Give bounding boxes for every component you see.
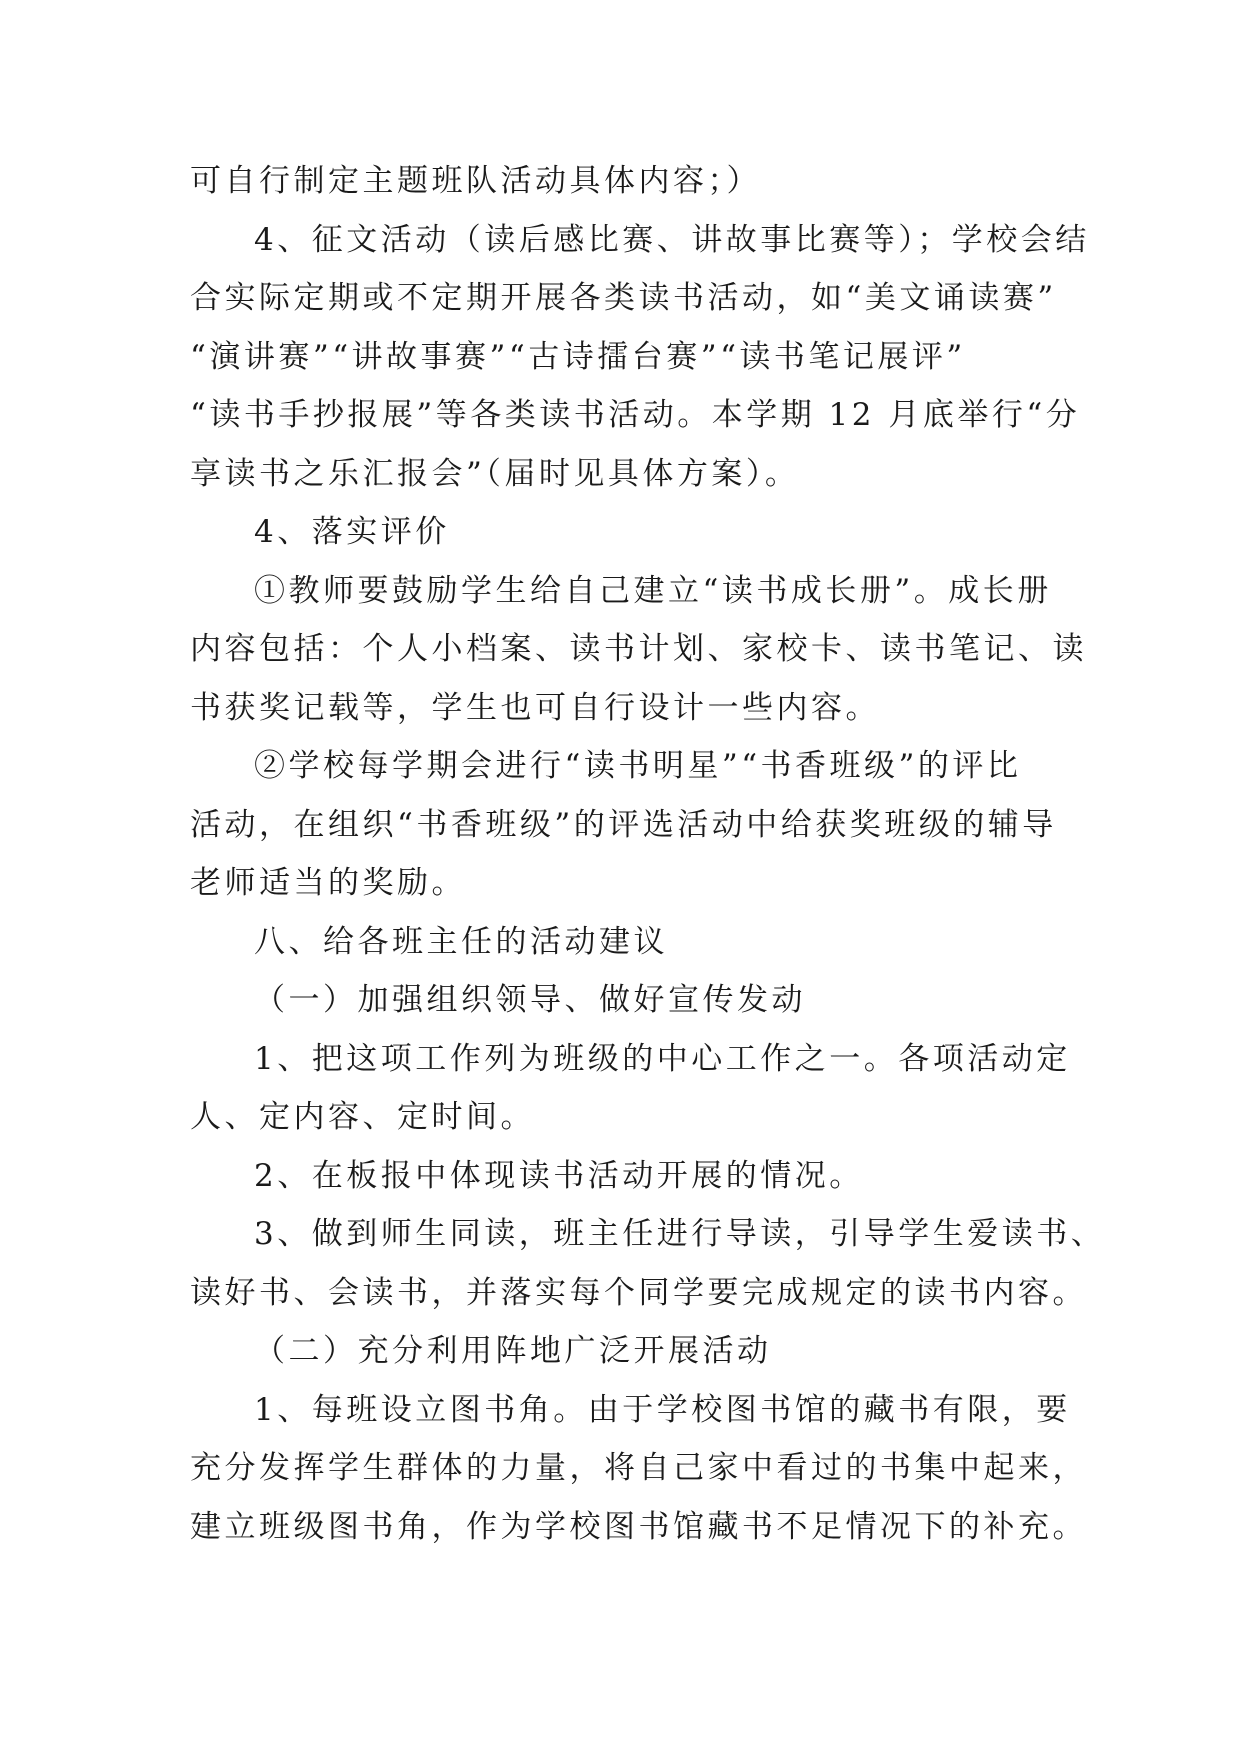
section-heading: 4、落实评价 [254, 514, 450, 550]
text-line: 享读书之乐汇报会”（届时见具体方案）。 [190, 455, 800, 492]
section-heading: 八、给各班主任的活动建议 [254, 923, 668, 960]
text-line: “演讲赛”“讲故事赛”“古诗擂台赛”“读书笔记展评” [190, 338, 966, 375]
text-line: 书获奖记载等，学生也可自行设计一些内容。 [190, 689, 880, 726]
text-line: 充分发挥学生群体的力量，将自己家中看过的书集中起来， [190, 1450, 1087, 1486]
text-line: 可自行制定主题班队活动具体内容；） [190, 163, 761, 199]
text-line: “读书手抄报展”等各类读书活动。本学期 12 月底举行“分 [190, 397, 1081, 433]
text-line: ①教师要鼓励学生给自己建立“读书成长册”。成长册 [254, 572, 1052, 609]
text-line: 2、在板报中体现读书活动开展的情况。 [254, 1157, 864, 1194]
text-line: 老师适当的奖励。 [190, 865, 466, 901]
text-line: 1、每班设立图书角。由于学校图书馆的藏书有限，要 [254, 1391, 1071, 1428]
text-line: 合实际定期或不定期开展各类读书活动，如“美文诵读赛” [190, 280, 1057, 316]
subsection-heading: （一）加强组织领导、做好宣传发动 [254, 982, 806, 1018]
text-line: 4、征文活动（读后感比赛、讲故事比赛等）；学校会结 [254, 221, 1090, 258]
subsection-heading: （二）充分利用阵地广泛开展活动 [254, 1333, 772, 1369]
text-line: 内容包括：个人小档案、读书计划、家校卡、读书笔记、读 [190, 631, 1087, 667]
text-line: 人、定内容、定时间。 [190, 1099, 535, 1135]
document-body [190, 152, 1106, 1556]
text-line: 活动，在组织“书香班级”的评选活动中给获奖班级的辅导 [190, 806, 1057, 843]
text-line: 1、把这项工作列为班级的中心工作之一。各项活动定 [254, 1040, 1071, 1077]
text-line: ②学校每学期会进行“读书明星”“书香班级”的评比 [254, 748, 1022, 784]
text-line: 建立班级图书角，作为学校图书馆藏书不足情况下的补充。 [190, 1508, 1087, 1545]
text-line: 读好书、会读书，并落实每个同学要完成规定的读书内容。 [190, 1274, 1087, 1311]
text-line: 3、做到师生同读，班主任进行导读，引导学生爱读书、 [254, 1216, 1106, 1252]
